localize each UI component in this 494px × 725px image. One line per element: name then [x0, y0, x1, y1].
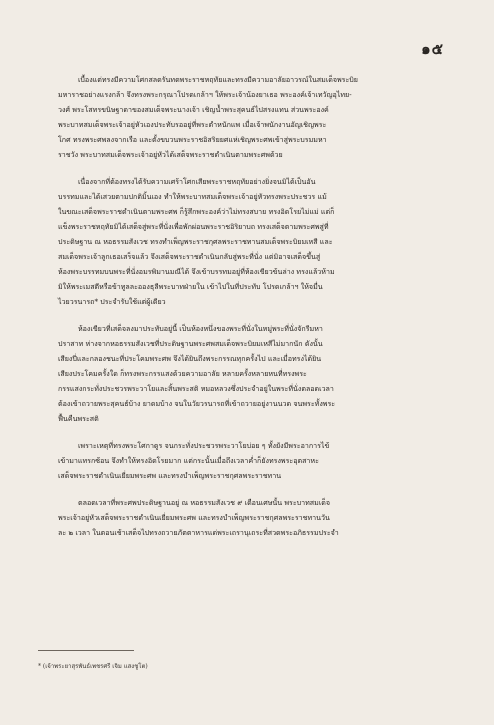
text-line: มหาราชอย่างแรงกล้า จึงทรงพระกรุณาโปรดเกล้าฯ ให้พระเจ้าน้องยาเธอ พระองค์เจ้าเทวัญอุไทย- [58, 90, 352, 99]
text-line: เบื้องแต่ทรงมีความโศกสลดรันทดพระราชหฤทัยและทรงมีความอาลัยอาวรณ์ในสมเด็จพระบิย [78, 75, 358, 84]
text-line: ห้องเขียวที่เสด็จลงมาประทับอยู่นี้ เป็นห้องหนึ่งของพระที่นั่งในหมู่พระที่นั่งจักรีมหา [78, 324, 323, 333]
text-line: ประดิษฐาน ณ หอธรรมสังเวช ทรงทำเพ็ญพระราชกุศลพระราชทานสมเด็จพระบิยมเหสี และ [58, 237, 333, 246]
text-line: บรรทมและได้เสวยตามปกติมิ้นเอง ทำให้พระบาทสมเด็จพระเจ้าอยู่หัวทรงพระประชวร แม้ [58, 192, 327, 201]
paragraph-5 [38, 495, 456, 540]
text-line: ตลอดเวลาที่พระศพประดิษฐานอยู่ ณ หอธรรมสังเวช ๙ เดือนเศษนั้น พระบาทสมเด็จ [78, 498, 331, 507]
text-line: ฟื้นคืนพระสติ [58, 414, 99, 423]
text-line: ในขณะเสด็จพระราชดำเนินตามพระศพ ก็รู้สึกพระองค์ว่าไม่ทรงสบาย ทรงอิดโรยไม่แม่ แต่ก็ [58, 207, 335, 216]
text-line: แข็งพระราชหฤทัยมิได้เสด็จสู่พระที่นั่งเพื่อพักผ่อนพระราชอิริยาบถ ทรงเสด็จตามพระศพสู่ที่ [58, 222, 329, 231]
text-line: ไวยวรนารถ* ประจำรับใช้แต่ผู้เดียว [58, 297, 166, 306]
text-line: มิให้พระเมสตีหรือข้าทูลละอองธุลีพระบาทฝ่ายใน เข้าไปในที่ประทับ โปรดเกล้าฯ ให้จมื่น [58, 282, 323, 291]
text-line: วงศ์ พระโสทรขนิษฐาดาของสมเด็จพระนางเจ้า เชิญน้ำพระสุคนธ์ไปสรงแทน ส่วนพระองค์ [58, 105, 329, 114]
text-line: เพราะเหตุที่ทรงพระโศกาดูร จนกระทั่งประชวรพระวาโยบ่อย ๆ ทั้งยังมีพระอาการไข้ [78, 441, 330, 450]
text-line: พระเจ้าอยู่หัวเสด็จพระราชดำเนินเยี่ยมพระศพ และทรงบำเพ็ญพระราชกุศลพระราชทานวัน [58, 513, 330, 522]
paragraph-1 [38, 72, 456, 162]
footnote-divider [38, 650, 134, 651]
paragraph-4 [38, 438, 456, 483]
text-line: กรรแสงกระทั่งประชวรพระวาโยและสิ้นพระสติ หมอหลวงซึ่งประจำอยู่ในพระที่นั่งตลอดเวลา [58, 384, 334, 393]
paragraph-3 [38, 321, 456, 426]
footnote: * (เจ้าพระยาสุรพันธ์เพชรศรี เจิม แสงชูโต) [38, 663, 148, 670]
text-line: โกศ ทรงพระศพลงจากเรือ และตั้งขบวนพระราชอิสริยยศแห่เชิญพระศพเข้าสู่พระบรมมหา [58, 135, 327, 144]
text-line: ราชวัง พระบาทสมเด็จพระเจ้าอยู่หัวได้เสด็จพระราชดำเนินตามพระศพด้วย [58, 150, 283, 159]
text-line: ปราสาท ห่างจากหอธรรมสังเวชที่ประดิษฐานพระศพสมเด็จพระบิยมเหสีไม่มากนัก ดังนั้น [58, 339, 323, 348]
text-line: เสียงประโคมครั้งใด ก็ทรงพระกรรแสงด้วยความอาลัย หลายครั้งหลายหนที่ทรงพระ [58, 369, 307, 378]
paragraph-2 [38, 174, 456, 309]
text-line: เสด็จพระราชดำเนินเยี่ยมพระศพ และทรงบำเพ็ญพระราชกุศลพระราชทาน [58, 471, 282, 480]
text-line: เนื่องจากที่ต้องทรงได้รับความเศร้าโศกเสียพระราชหฤทัยอย่างยิ่งจนมิได้เป็นอัน [78, 177, 316, 186]
text-line: ละ ๒ เวลา ในตอนเช้าเสด็จไปทรงถวายภัตตาหารแด่พระเถรานุเถระที่สวดพระอภิธรรมประจำ [58, 528, 339, 537]
body-text [38, 72, 456, 552]
page-number: ๑๕ [421, 40, 444, 58]
text-line: ต้องเข้าถวายพระสุคนธ์บ้าง ยาดมบ้าง จนในวัยวรนารถที่เข้าถวายอยู่งานนวด จนพระทั้งพระ [58, 399, 336, 408]
text-line: สมเด็จพระเจ้าลูกเธอเสร็จแล้ว จึงเสด็จพระราชดำเนินกลับสู่พระที่นั่ง แต่มิอาจเสด็จขึ้นสู่ [58, 252, 321, 261]
text-line: พระบาทสมเด็จพระเจ้าอยู่หัวเองประทับรออยู่ที่พระตำหนักแพ เมื่อเจ้าพนักงานอัญเชิญพระ [58, 120, 327, 129]
text-line: เสียงปี่และกลองชนะที่ประโคมพระศพ จึงได้ยินถึงพระกรรณทุกครั้งไป และเมื่อทรงได้ยิน [58, 354, 322, 363]
text-line: ห้องพระบรรทมบนพระที่นั่งอมรพิมานมณีได้ จึงเข้าบรรทมอยู่ที่ห้องเขียวข้นล่าง ทรงแล้วห้าม [58, 267, 335, 276]
text-line: เข้ามาแทรกซ้อน จึงทำให้ทรงอิดโรยมาก แต่กระนั้นเมื่อถึงเวลาค่ำก็ยังทรงพระอุตสาหะ [58, 456, 319, 465]
